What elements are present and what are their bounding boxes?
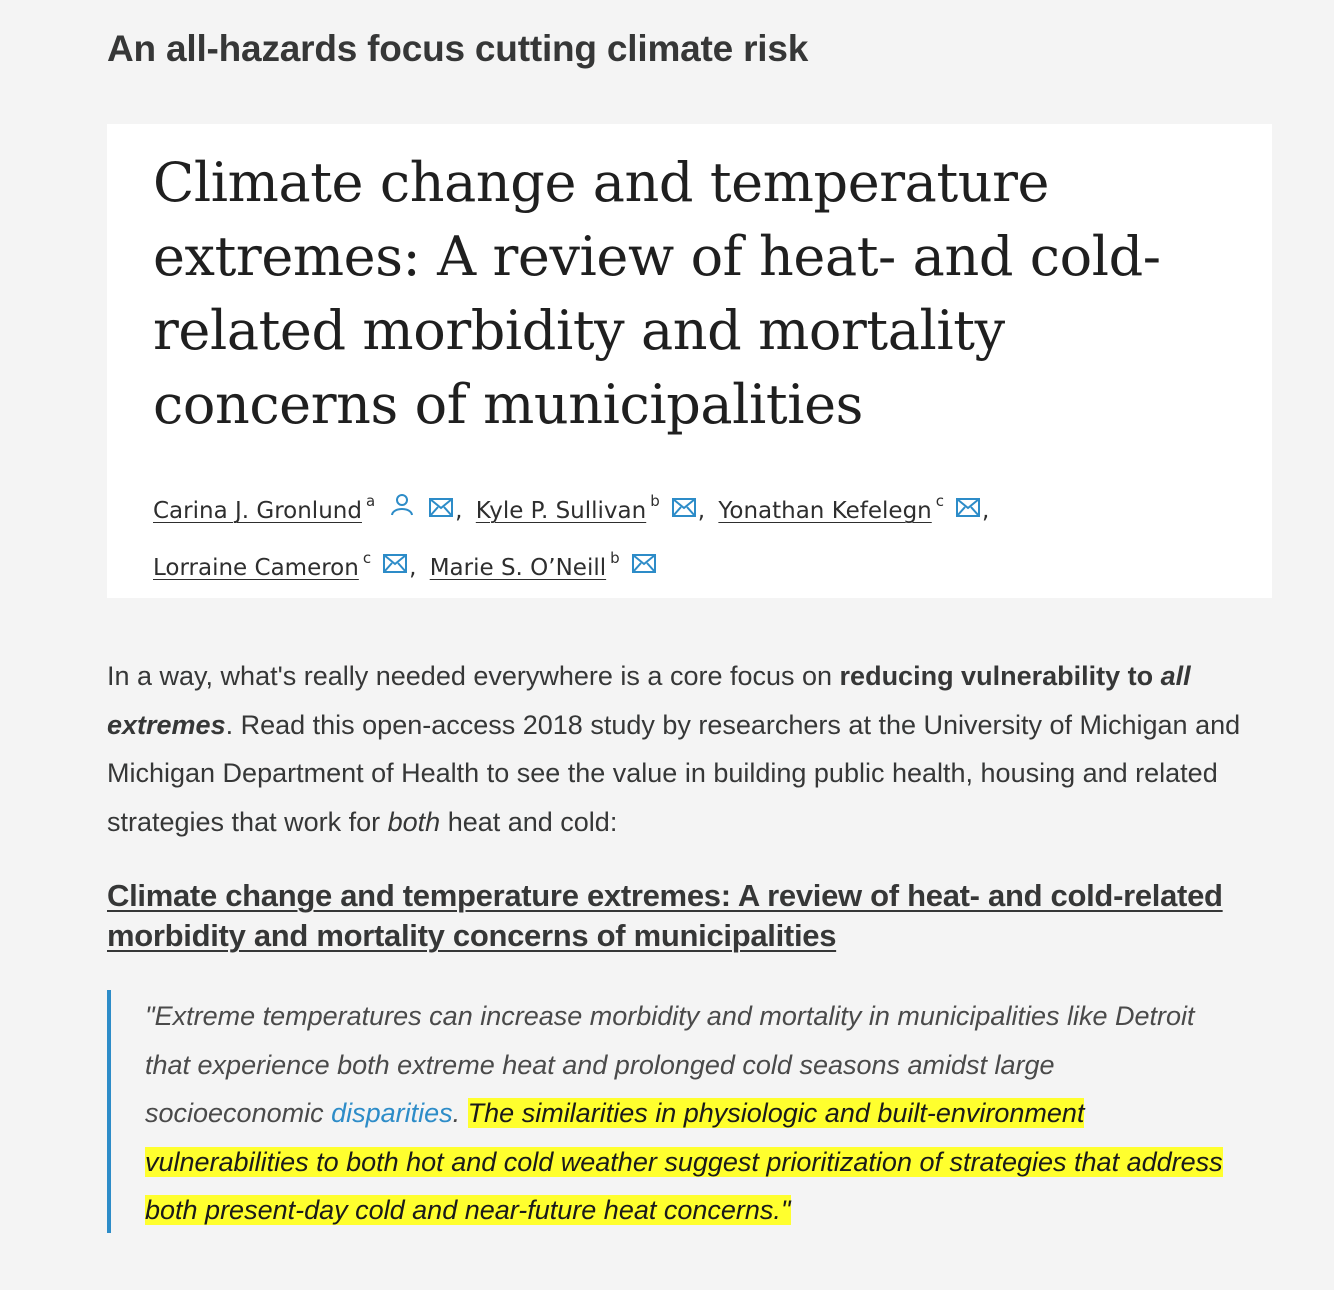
quote-text [145,992,1240,1235]
author-separator: , [455,498,463,524]
paper-screenshot-card [107,124,1272,598]
author-separator: , [409,554,417,581]
author-entry [153,492,468,524]
email-icon[interactable] [956,487,980,533]
highlighted-quote: The similarities in physiologic and built-environment vulnerabilities to both hot and cold weather suggest prioritization of strategies that address both present-day cold and near-future heat concerns." [145,1098,1223,1225]
email-icon[interactable] [429,487,453,533]
body-text-part: . Read this open-access 2018 study by researchers at the University of Michigan and Michigan Department of Health to see the value in building public health, housing and related strategies that work for [107,709,1241,837]
disparities-link[interactable]: disparities [331,1098,453,1128]
body-italic: both [387,806,441,837]
body-bold-italic: all extremes [107,661,1191,740]
author-name-link[interactable]: Kyle P. Sullivan [475,498,647,524]
author-entry [718,492,995,524]
author-entry [475,492,711,524]
author-affiliation-sup: b [650,492,660,510]
author-affiliation-sup: a [365,492,376,510]
quote-part: . [452,1098,468,1128]
body-bold-part: reducing vulnerability to [839,661,1161,691]
author-name-link[interactable]: Yonathan Kefelegn [718,498,932,524]
author-list [153,478,1253,591]
author-name-link[interactable]: Carina J. Gronlund [153,498,362,524]
author-affiliation-sup: b [610,548,620,567]
body-paragraph [107,652,1247,846]
blockquote [107,990,1241,1233]
author-affiliation-sup: c [935,492,944,510]
email-icon[interactable] [632,543,656,589]
author-name-link[interactable]: Lorraine Cameron [153,554,359,581]
author-entry [153,548,422,581]
email-icon[interactable] [383,543,407,589]
author-separator: , [982,498,990,524]
email-icon[interactable] [672,487,696,533]
quote-part: "Extreme temperatures can increase morbidity and mortality in municipalities like Detroit that experience both extreme heat and prolonged cold seasons amidst large socioeconomic [145,1001,1195,1128]
section-heading: An all-hazards focus cutting climate risk [107,28,809,69]
author-separator: , [697,498,706,524]
author-name-link[interactable]: Marie S. O’Neill [429,554,607,581]
paper-link-heading[interactable]: Climate change and temperature extremes: A review of heat- and cold-related morbidity and mortality concerns of municipalities [107,878,1223,953]
body-text-part: heat and cold: [440,806,618,837]
body-text-part: In a way, what's really needed everywhere is a core focus on [107,661,840,691]
author-affiliation-sup: c [362,548,372,567]
person-icon[interactable] [389,487,415,533]
author-entry [429,548,664,581]
paper-title: Climate change and temperature extremes: A review of heat- and cold-related morbidity and mortality concerns of municipalities [153,151,1161,436]
